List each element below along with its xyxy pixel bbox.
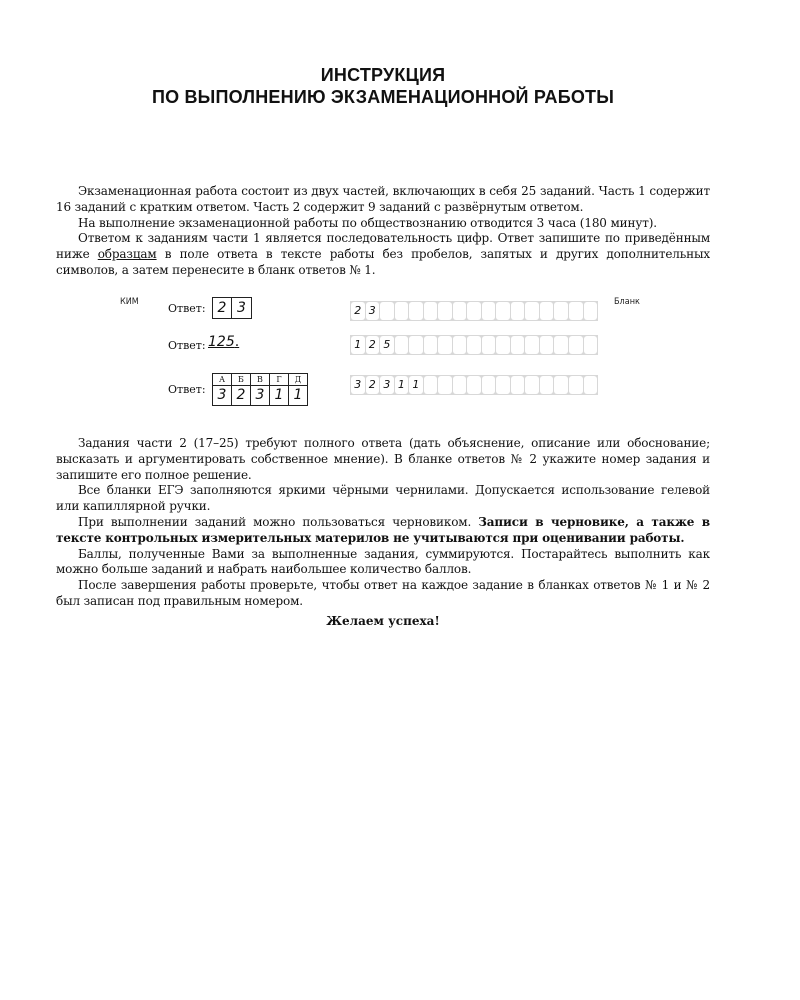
blank-cell (409, 336, 423, 354)
intro-paragraph-2: На выполнение экзаменационной работы по обществознанию отводится 3 часа (180 минут). (78, 215, 657, 230)
blank-cell (438, 302, 452, 320)
blank-cell: 1 (395, 376, 409, 394)
column-header: Г (270, 374, 289, 386)
answer-label-1: Ответ: (168, 302, 206, 315)
blank-cell (395, 336, 409, 354)
intro-paragraph-3 (56, 231, 710, 278)
page-title (0, 64, 766, 108)
closing-wish: Желаем успеха! (326, 614, 440, 628)
blank-cell (540, 336, 554, 354)
blank-cell (467, 376, 481, 394)
blank-cell (380, 302, 394, 320)
intro-paragraph-1: Экзаменационная работа состоит из двух частей, включающих в себя 25 заданий. Часть 1 содержит 16 заданий с кратким ответом. Часть 2 содержит 9 заданий с развёрнутым ответом. (56, 184, 710, 214)
answer-cell: 1 (289, 386, 308, 406)
blank-cell (438, 376, 452, 394)
blank-cell (453, 302, 467, 320)
blank-cell (584, 376, 598, 394)
blank-cell (496, 302, 510, 320)
column-header: Б (232, 374, 251, 386)
blank-cell (511, 336, 525, 354)
blank-cell (511, 302, 525, 320)
part2-paragraph-3 (56, 515, 710, 547)
part2-p3-bold: Записи в черновике, а также в тексте контрольных измерительных материлов не учитываются при оценивании работы. (56, 514, 710, 545)
answer-table-example-3 (212, 373, 308, 406)
part2-paragraph-4: Баллы, полученные Вами за выполненные задания, суммируются. Постарайтесь выполнить как можно больше заданий и набрать наибольшее количество баллов. (56, 546, 710, 577)
column-header: А (213, 374, 232, 386)
part2-paragraph-1: Задания части 2 (17–25) требуют полного ответа (дать объяснение, описание или обоснование; высказать и аргументировать собственное мнение). В бланке ответов № 2 укажите номер задания и запишите его полное решение. (56, 436, 710, 482)
blank-cell: 2 (351, 302, 365, 320)
answer-cell: 3 (237, 300, 246, 316)
blank-cell (554, 336, 568, 354)
intro-p3-after: в поле ответа в тексте работы без пробелов, запятых и других дополнительных символов, а затем перенесите в бланк ответов № 1. (56, 247, 710, 277)
inline-answer-example-2 (208, 334, 239, 350)
blank-cell (584, 302, 598, 320)
answer-label-3: Ответ: (168, 383, 206, 396)
blank-cell (482, 336, 496, 354)
blank-cell (409, 302, 423, 320)
part2-paragraph-2: Все бланки ЕГЭ заполняются яркими чёрными чернилами. Допускается использование гелевой или капиллярной ручки. (56, 483, 710, 514)
blank-row-3 (350, 375, 598, 395)
answer-boxes-example-1 (212, 297, 252, 319)
kim-label: КИМ (120, 297, 139, 307)
part2-section (56, 436, 710, 610)
blank-row-1 (350, 301, 598, 321)
blank-cell (540, 302, 554, 320)
blank-label: Бланк (614, 297, 640, 307)
blank-cell (424, 336, 438, 354)
blank-cell: 2 (366, 376, 380, 394)
blank-cell (584, 336, 598, 354)
blank-cell (569, 302, 583, 320)
blank-cell: 1 (409, 376, 423, 394)
intro-section (56, 184, 710, 279)
answer-label-2: Ответ: (168, 339, 206, 352)
blank-cell (424, 302, 438, 320)
blank-cell (438, 336, 452, 354)
blank-cell (467, 302, 481, 320)
blank-cell (540, 376, 554, 394)
blank-cell: 3 (351, 376, 365, 394)
blank-cell (511, 376, 525, 394)
answer-cell: 3 (251, 386, 270, 406)
blank-cell (453, 336, 467, 354)
blank-cell (554, 376, 568, 394)
title-line-2: ПО ВЫПОЛНЕНИЮ ЭКЗАМЕНАЦИОННОЙ РАБОТЫ (151, 87, 615, 107)
blank-cell (554, 302, 568, 320)
blank-cell (453, 376, 467, 394)
blank-cell: 3 (380, 376, 394, 394)
blank-cell (467, 336, 481, 354)
part2-paragraph-5: После завершения работы проверьте, чтобы ответ на каждое задание в бланках ответов № 1 и № 2 был записан под правильным номером. (56, 578, 710, 608)
blank-cell (569, 336, 583, 354)
column-header: В (251, 374, 270, 386)
answer-cell: 3 (213, 386, 232, 406)
blank-cell: 1 (351, 336, 365, 354)
inline-answer-value: 125 (208, 334, 235, 350)
inline-answer-suffix: . (234, 334, 240, 350)
blank-cell (496, 376, 510, 394)
blank-cell (496, 336, 510, 354)
answer-cell: 2 (213, 298, 232, 318)
blank-cell (525, 302, 539, 320)
blank-cell (424, 376, 438, 394)
blank-cell: 2 (366, 336, 380, 354)
answer-cell: 1 (270, 386, 289, 406)
blank-cell: 5 (380, 336, 394, 354)
column-header: Д (289, 374, 308, 386)
answer-cell: 2 (232, 386, 251, 406)
part2-p3-normal: При выполнении заданий можно пользоваться черновиком. (78, 514, 479, 529)
intro-p3-before: Ответом к заданиям части 1 является последовательность цифр. Ответ запишите по приведённым ниже (56, 231, 710, 262)
blank-cell: 3 (366, 302, 380, 320)
blank-cell (569, 376, 583, 394)
blank-cell (482, 376, 496, 394)
blank-cell (525, 376, 539, 394)
samples-link: образцам (97, 247, 157, 262)
blank-cell (482, 302, 496, 320)
blank-cell (525, 336, 539, 354)
blank-cell (395, 302, 409, 320)
title-line-1: ИНСТРУКЦИЯ (320, 65, 446, 85)
blank-row-2 (350, 335, 598, 355)
